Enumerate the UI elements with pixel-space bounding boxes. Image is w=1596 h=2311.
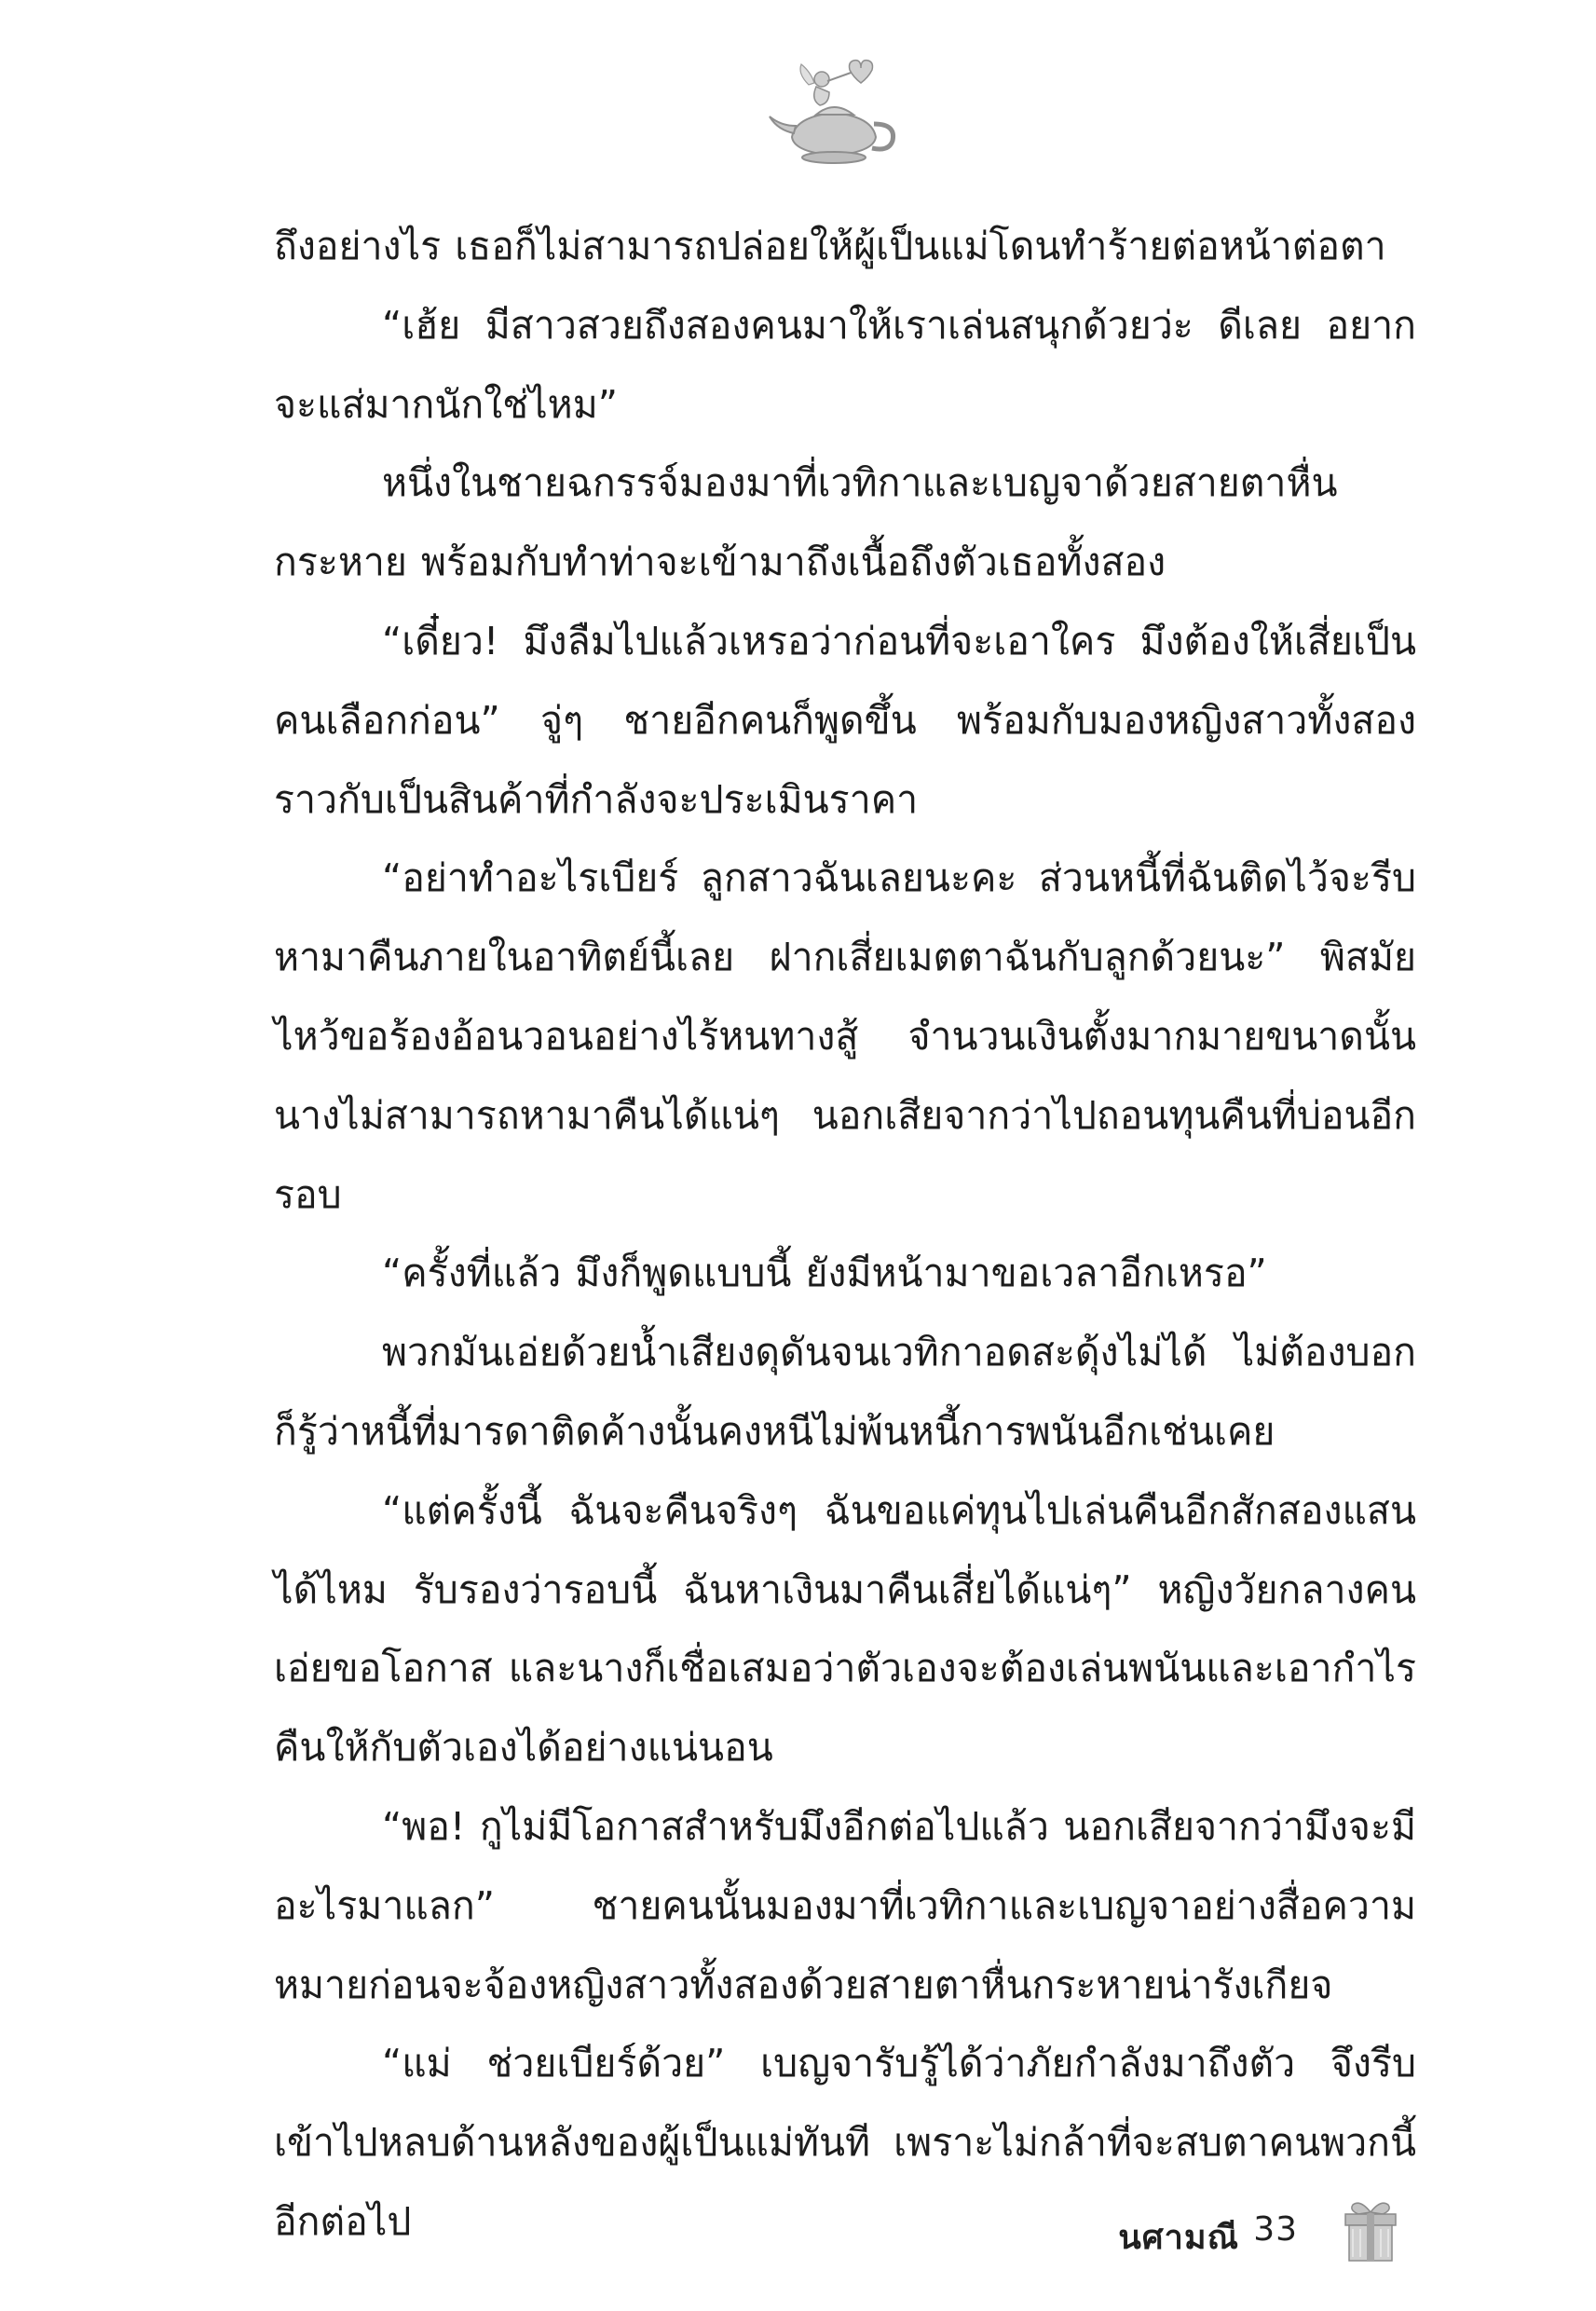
paragraph-4: “เดี๋ยว! มึงลืมไปแล้วเหรอว่าก่อนที่จะเอาใคร มึงต้องให้เสี่ยเป็นคนเลือกก่อน” จู่ๆ ชายอีกคนก็พูดขึ้น พร้อมกับมองหญิงสาวทั้งสองราวกับเป็นสินค้าที่กำลังจะประเมินราคา: [274, 618, 1416, 822]
story-text: [274, 207, 1416, 2262]
page-footer: [0, 2197, 1596, 2272]
paragraph-8: “แต่ครั้งนี้ ฉันจะคืนจริงๆ ฉันขอแค่ทุนไปเล่นคืนอีกสักสองแสนได้ไหม รับรองว่ารอบนี้ ฉันหาเงินมาคืนเสี่ยได้แน่ๆ” หญิงวัยกลางคนเอ่ยขอโอกาส และนางก็เชื่อเสมอว่าตัวเองจะต้องเล่นพนันและเอากำไรคืนให้กับตัวเองได้อย่างแน่นอน: [274, 1487, 1416, 1771]
paragraph-5: “อย่าทำอะไรเบียร์ ลูกสาวฉันเลยนะคะ ส่วนหนี้ที่ฉันติดไว้จะรีบหามาคืนภายในอาทิตย์นี้เลย ฝากเสี่ยเมตตาฉันกับลูกด้วยนะ” พิสมัยไหว้ขอร้องอ้อนวอนอย่างไร้หนทางสู้ จำนวนเงินตั้งมากมายขนาดนั้นนางไม่สามารถหามาคืนได้แน่ๆ นอกเสียจากว่าไปถอนทุนคืนที่บ่อนอีกรอบ: [274, 855, 1416, 1217]
page-number: 33: [1253, 2210, 1298, 2249]
cupid-teapot-ornament-icon: [764, 51, 904, 168]
book-title: นศามณี: [1118, 2219, 1239, 2257]
paragraph-10: “แม่ ช่วยเบียร์ด้วย” เบญจารับรู้ได้ว่าภัยกำลังมาถึงตัว จึงรีบเข้าไปหลบด้านหลังของผู้เป็นแม่ทันที เพราะไม่กล้าที่จะสบตาคนพวกนี้อีกต่อไป: [274, 2041, 1416, 2244]
paragraph-2: “เฮ้ย มีสาวสวยถึงสองคนมาให้เราเล่นสนุกด้วยว่ะ ดีเลย อยากจะแส่มากนักใช่ไหม”: [274, 302, 1416, 427]
paragraph-1: ถึงอย่างไร เธอก็ไม่สามารถปล่อยให้ผู้เป็นแม่โดนทำร้ายต่อหน้าต่อตา: [274, 224, 1386, 268]
paragraph-6: “ครั้งที่แล้ว มึงก็พูดแบบนี้ ยังมีหน้ามาขอเวลาอีกเหรอ”: [382, 1251, 1267, 1296]
paragraph-9: “พอ! กูไม่มีโอกาสสำหรับมึงอีกต่อไปแล้ว นอกเสียจากว่ามึงจะมีอะไรมาแลก” ชายคนนั้นมองมาที่เวทิกาและเบญจาอย่างสื่อความหมายก่อนจะจ้องหญิงสาวทั้งสองด้วยสายตาหื่นกระหายน่ารังเกียจ: [274, 1803, 1416, 2007]
gift-box-icon: [1342, 2197, 1399, 2264]
paragraph-7: พวกมันเอ่ยด้วยน้ำเสียงดุดันจนเวทิกาอดสะดุ้งไม่ได้ ไม่ต้องบอกก็รู้ว่าหนี้ที่มารดาติดค้างนั้นคงหนีไม่พ้นหนี้การพนันอีกเช่นเคย: [274, 1330, 1416, 1454]
paragraph-3: หนึ่งในชายฉกรรจ์มองมาที่เวทิกาและเบญจาด้วยสายตาหื่นกระหาย พร้อมกับทำท่าจะเข้ามาถึงเนื้อถึงตัวเธอทั้งสอง: [274, 460, 1338, 585]
